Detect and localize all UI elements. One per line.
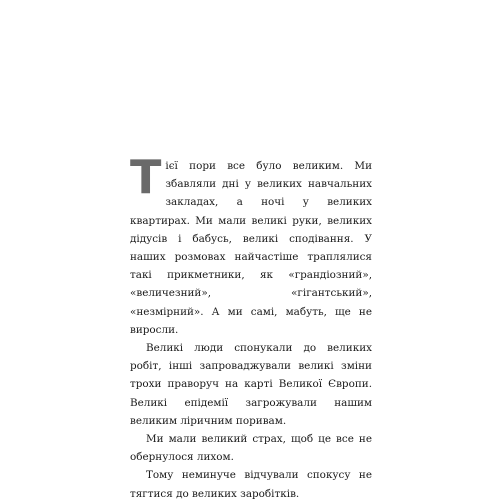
paragraph-4-text: Тому неминуче відчували спокусу не тягтися до великих заробітків. — [130, 469, 372, 500]
paragraph-1 — [130, 150, 372, 339]
paragraph-3-text: Ми мали великий страх, щоб це все не обернулося лихом. — [130, 433, 372, 464]
paragraph-1-text: ієї пори все було великим. Ми збавляли дні у великих навчальних закладах, а ночі у великих квартирах. Ми мали великі руки, великих дідусів і бабусь, великі сподівання. У наших розмовах найчастіше траплялися такі прикметники, як «грандіозний», «величезний», «гігантський», «незмірний». А ми самі, мабуть, ще не виросли. — [130, 160, 372, 336]
paragraph-3 — [130, 430, 372, 466]
paragraph-2 — [130, 339, 372, 430]
paragraph-4 — [130, 466, 372, 502]
drop-cap-letter: Т — [130, 150, 162, 204]
page-header-area — [0, 0, 500, 40]
paragraph-2-text: Великі люди спонукали до великих робіт, інші запроваджували великі зміни трохи праворуч на карті Великої Європи. Великі епідемії загрожували нашим великим ліричним поривам. — [130, 342, 372, 427]
body-text — [130, 150, 372, 503]
